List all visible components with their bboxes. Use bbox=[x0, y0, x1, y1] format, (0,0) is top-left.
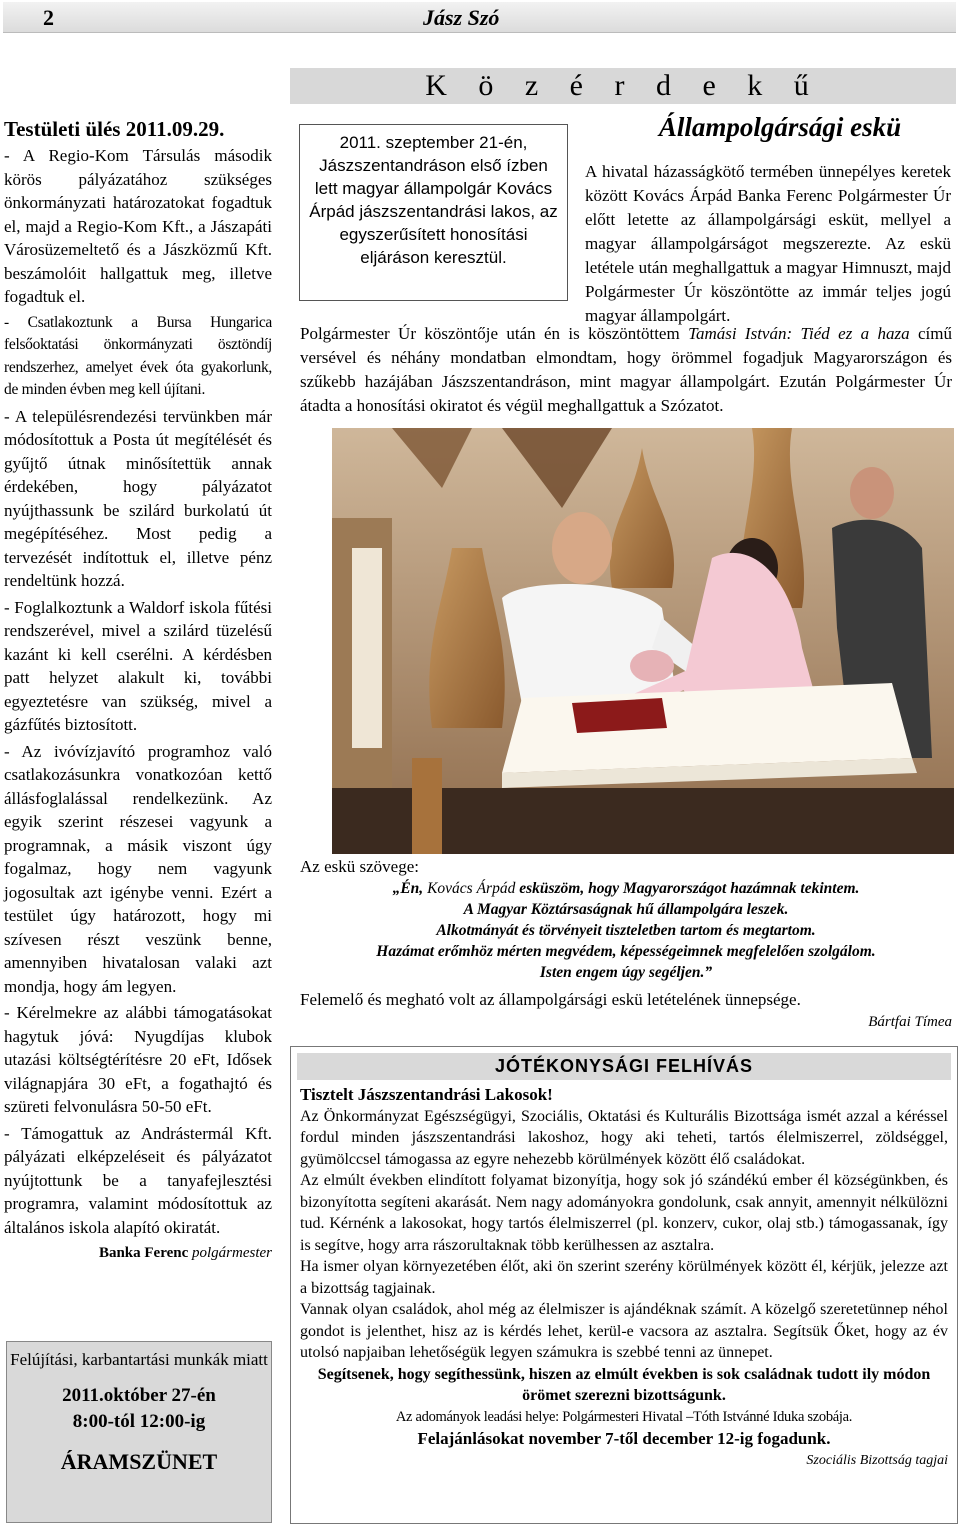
charity-appeal bbox=[290, 1046, 958, 1524]
section-title: K ö z é r d e k ű bbox=[290, 68, 956, 104]
intro-text: 2011. szeptember 21-én, Jászszentandráson első ízben lett magyar állampolgár Kovács Árpád jászszentandrási lakos, az egyszerűsített honosítási eljáráson keresztül. bbox=[309, 133, 558, 267]
power-outage-notice bbox=[6, 1341, 272, 1523]
council-item-2: - Csatlakoztunk a Bursa Hungarica felsőoktatási önkormányzati ösztöndíj rendszerhez, amelyet évek óta gyakorlunk, de minden évben meg kell újítani. bbox=[4, 313, 272, 398]
oath-line-3: Alkotmányát és törvényeit tiszteletben tartom és megtartom. bbox=[436, 922, 816, 939]
notice-date bbox=[7, 1383, 271, 1435]
charity-paragraph-1: Az Önkormányzat Egészségügyi, Szociális, Oktatási és Kulturális Bizottsága ismét azzal a kéréssel fordul minden jászszentandrási lakoshoz, hogy aki teheti, tartós élelmiszerrel, zöldséggel, gyümölccsel támogassa az egyre nehezebb körülmények között élő családokat. bbox=[300, 1107, 948, 1168]
signature-name: Banka Ferenc bbox=[98, 1245, 189, 1261]
oath-line-1 bbox=[300, 878, 952, 899]
charity-bold-appeal: Segítsenek, hogy segíthessünk, hiszen az elmúlt években is sok családnak tudott ily módon örömet szerezni bizottságunk. bbox=[317, 1365, 931, 1404]
poem-title: Tamási István: Tiéd ez a haza bbox=[688, 324, 910, 343]
council-item-5: - Az ivóvízjavító programhoz való csatlakozásunkra vonatkozóan kettő állásfoglalással rendelkezünk. Az egyik szerint részesei vagyunk a programnak, a másik viszont úgy fogalmaz, hogy nem vagyunk jogosultak azt igénybe venni. Ezért a testület úgy határozott, hogy mi szívesen részt veszünk benne, amennyiben hivatalosan valaki azt mondja, hogy ám legyen. bbox=[4, 741, 272, 996]
charity-dates: Felajánlásokat november 7-től december 12-ig fogadunk. bbox=[417, 1429, 831, 1448]
ceremony-photo bbox=[332, 428, 954, 854]
oath-section bbox=[300, 856, 952, 1033]
oath-line-5: Isten engem úgy segéljen.” bbox=[539, 964, 713, 981]
council-meeting-column bbox=[4, 117, 272, 1262]
notice-day: 2011.október 27-én bbox=[62, 1385, 216, 1406]
page-number: 2 bbox=[43, 5, 54, 30]
citizenship-title: Állampolgársági eskü bbox=[658, 112, 902, 142]
charity-paragraph-3: Ha ismer olyan környezetében élőt, aki ön szerint szerény körülmények között él, kérjük, jelezze azt a bizottság tagjainak. bbox=[300, 1258, 948, 1297]
charity-drop-off-place: Az adományok leadási helye: Polgármesteri Hivatal –Tóth Istvánné Iduka szobája. bbox=[395, 1408, 853, 1425]
citizenship-text: A hivatal házasságkötő termében ünnepélyes keretek között Kovács Árpád Banka Ferenc Polgármester Úr előtt letette az állampolgársági esküt, mellyel a magyar állampolgárságot megszerezte. Az eskü letétele után meghallgattuk a magyar Himnuszt, majd Polgármester Úr köszöntötte az immár teljes jogú magyar állampolgárt. bbox=[585, 162, 951, 325]
intro-box bbox=[299, 124, 568, 301]
council-item-4: - Foglalkoztunk a Waldorf iskola fűtési rendszerével, mivel a szilárd tüzelésű kazánt ki kell cserélni. A kérdésben patt helyzet alakult ki, további egyeztetésre van szükség, mivel a gázfűtés biztosított. bbox=[4, 597, 272, 734]
notice-headline: ÁRAMSZÜNET bbox=[60, 1449, 218, 1474]
oath-closing: Felemelő és megható volt az állampolgársági eskü letételének ünnepsége. bbox=[300, 990, 801, 1009]
council-signature bbox=[4, 1245, 272, 1262]
oath-line-4: Hazámat erőmhöz mérten megvédem, képességeimnek megfelelően szolgálom. bbox=[376, 943, 876, 960]
charity-title: JÓTÉKONYSÁGI FELHÍVÁS bbox=[297, 1053, 951, 1080]
charity-paragraph-2: Az elmúlt években elindított folyamat bizonyítja, hogy sok jó szándékú ember él községünkben, és bizonyította segíteni akarását. Nem nagy adományokra gondolunk, csak annyit, amennyit nélkülözni tud. Kérnénk a lakosokat, hogy tartós élelmiszerrel (pl. konzerv, cukor, olaj stb.) támogassanak, így is segítve, hogy arra rászorultaknak több kerülhessen az asztalra. bbox=[300, 1172, 948, 1254]
council-item-6: - Kérelmekre az alábbi támogatásokat hagytuk jóvá: Nyugdíjas klubok utazási költségtérítésre 20 eFt, Idősek világnapjára 30 eFt, a fogathajtó és szüreti felvonulásra 50-50 eFt. bbox=[4, 1003, 272, 1116]
oath-name: Kovács Árpád bbox=[427, 880, 516, 897]
citizenship-text-2 bbox=[300, 322, 952, 418]
text2-a: Polgármester Úr köszöntője után én is köszöntöttem bbox=[300, 324, 689, 343]
charity-paragraph-4: Vannak olyan családok, ahol még az élelmiszer is ajándéknak számít. A közelgő szeretetünnep néhol gondot is jelenthet, hisz az is kérdés lehet, kerül-e vacsora az asztalra. Segítsük Őket, hogy az év utolsó napjaiban lehetőségük legyen számukra is szebbé tenni az ünnepet. bbox=[300, 1301, 948, 1361]
council-item-1: - A Regio-Kom Társulás második körös pályázatához szükséges önkormányzati határozatokat fogadtuk el, majd a Regio-Kom Kft., a Jászapáti Városüzemeltető és a Jászközmű Kft. beszámolóit hallgattuk meg, illetve fogadtuk el. bbox=[4, 146, 272, 306]
oath-line-1-b: esküszöm, hogy Magyarországot hazámnak tekintem. bbox=[515, 880, 860, 897]
charity-body bbox=[291, 1080, 957, 1471]
text2-b: című versével és néhány mondatban elmondtam, hogy örömmel fogadjuk Magyarországon és szűkebb hazájában Jászszentandráson, mint magyar állampolgárt. Ezután Polgármester Úr átadta a honosítási okiratot és végül meghallgattuk a Szózatot. bbox=[300, 324, 952, 415]
page-header bbox=[3, 2, 956, 33]
notice-time: 8:00-tól 12:00-ig bbox=[72, 1411, 206, 1432]
publication-name: Jász Szó bbox=[423, 5, 500, 30]
council-item-7: - Támogattuk az Andrástermál Kft. pályázati elképzeléseit és pályázatot nyújtottunk be a tanyafejlesztési programra, valamint módosítottuk az általános iskola alapító okiratát. bbox=[4, 1123, 272, 1237]
signature-role: polgármester bbox=[192, 1245, 272, 1261]
oath-intro: Az eskü szövege: bbox=[300, 857, 419, 876]
council-item-3: - A településrendezési tervünkben már módosítottuk a Posta út megítélését és gyűjtő útnak minősítettük annak érdekében, hogy pályázatot nyújthassunk be szilárd burkolatú út megépítéséhez. Most pedig a tervezését indítottuk el, illetve pénz rendeltünk hozzá. bbox=[4, 406, 272, 590]
oath-author: Bártfai Tímea bbox=[868, 1014, 952, 1030]
oath-line-1-a: „Én, bbox=[392, 880, 428, 897]
oath-line-2: A Magyar Köztársaságnak hű állampolgára leszek. bbox=[463, 901, 789, 918]
council-meeting-title: Testületi ülés 2011.09.29. bbox=[4, 117, 225, 141]
charity-signature: Szociális Bizottság tagjai bbox=[806, 1452, 948, 1468]
charity-greeting: Tisztelt Jászszentandrási Lakosok! bbox=[300, 1085, 553, 1104]
notice-reason: Felújítási, karbantartási munkák miatt bbox=[10, 1350, 268, 1369]
